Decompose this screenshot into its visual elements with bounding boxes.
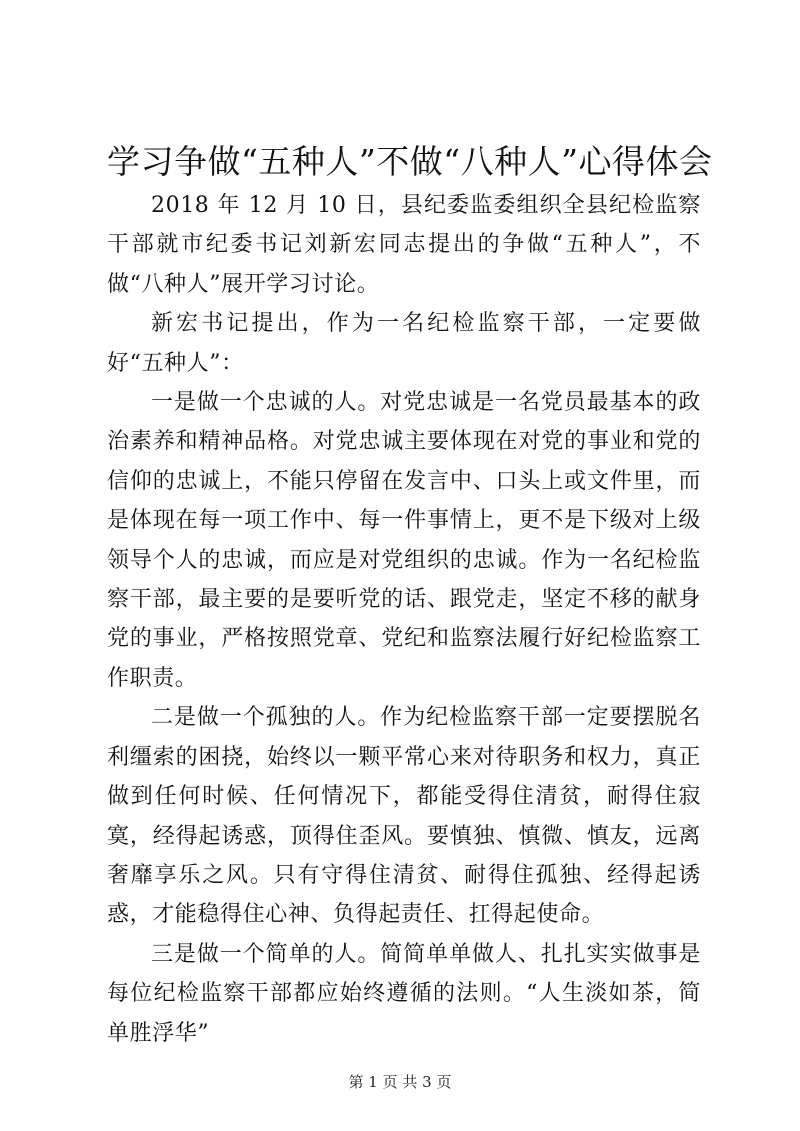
page-footer: 第 1 页 共 3 页 (348, 1073, 452, 1091)
document-body (107, 186, 701, 1053)
paragraph-five-types: 新宏书记提出，作为一名纪检监察干部，一定要做好“五种人”： (107, 311, 701, 376)
paragraph-loyal: 一是做一个忠诚的人。对党忠诚是一名党员最基本的政治素养和精神品格。对党忠诚主要体现在对党的事业和党的信仰的忠诚上，不能只停留在发言中、口头上或文件里，而是体现在每一项工作中、每一件事情上，更不是下级对上级领导个人的忠诚，而应是对党组织的忠诚。作为一名纪检监察干部，最主要的是要听党的话、跟党走，坚定不移的献身党的事业，严格按照党章、党纪和监察法履行好纪检监察工作职责。 (107, 390, 701, 691)
document-title: 学习争做“五种人”不做“八种人”心得体会 (107, 142, 713, 181)
paragraph-intro: 2018 年 12 月 10 日，县纪委监委组织全县纪检监察干部就市纪委书记刘新宏同志提出的争做“五种人”，不做“八种人”展开学习讨论。 (107, 193, 701, 297)
paragraph-solitary: 二是做一个孤独的人。作为纪检监察干部一定要摆脱名利缰索的困挠，始终以一颗平常心来对待职务和权力，真正做到任何时候、任何情况下，都能受得住清贫，耐得住寂寞，经得起诱惑，顶得住歪风。要慎独、慎微、慎友，远离奢靡享乐之风。只有守得住清贫、耐得住孤独、经得起诱惑，才能稳得住心神、负得起责任、扛得起使命。 (107, 705, 701, 928)
paragraph-simple: 三是做一个简单的人。简简单单做人、扎扎实实做事是每位纪检监察干部都应始终遵循的法则。“人生淡如茶，简单胜浮华” (107, 941, 701, 1046)
